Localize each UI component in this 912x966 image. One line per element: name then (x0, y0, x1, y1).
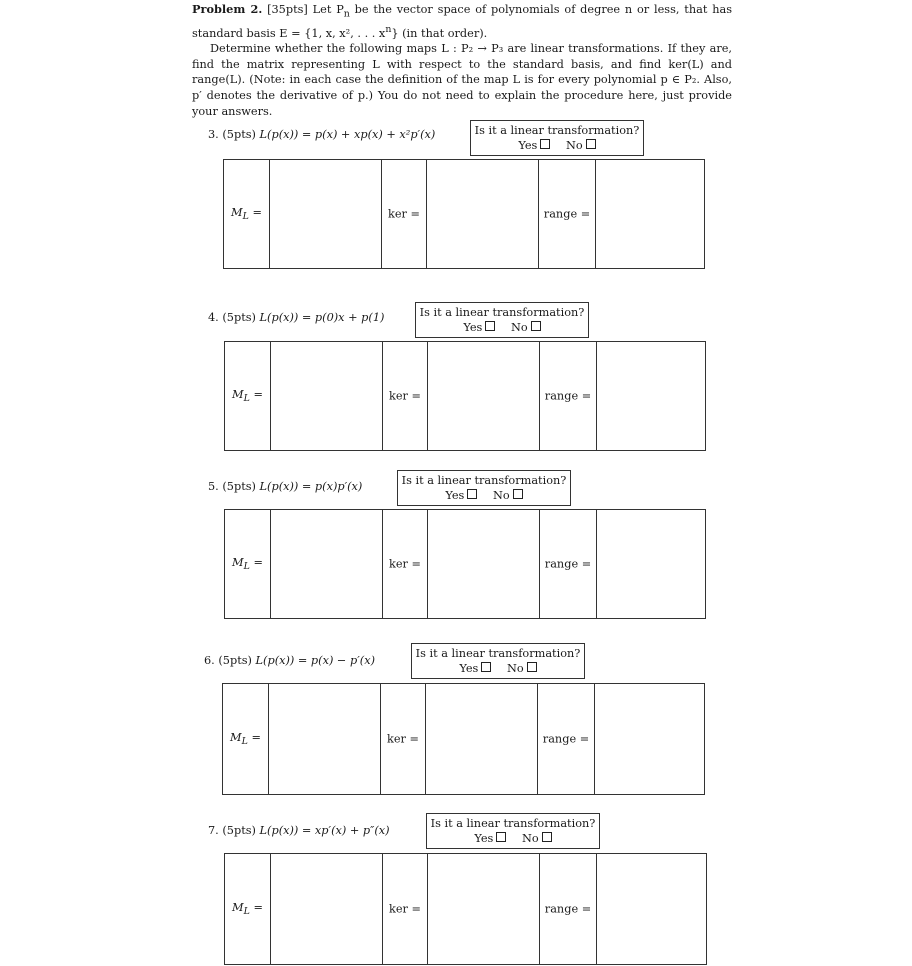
linear-question-box-4 (415, 302, 589, 338)
problem-points: (5pts) (222, 480, 256, 493)
problem-definition: L(p(x)) = p(x)p′(x) (259, 480, 363, 493)
problem-points: (5pts) (218, 654, 252, 667)
no-label: No (506, 662, 524, 675)
range-label: range = (544, 557, 592, 571)
intro-paragraph-2: Determine whether the following maps L : P₂ → P₃ are linear transformations. If they are, find the matrix representing L with respect to the standard basis, and find ker(L) and range(L). (Note: in each case the definition of the map L is for every polynomial p ∈ P₂. Also, p′ denotes the derivative of p.) You do not need to explain the procedure here, just provide your answers. (192, 42, 732, 118)
ker-label: ker = (389, 557, 421, 571)
problem-6-label (204, 654, 375, 667)
intro-text-c: } (in that order). (391, 26, 488, 40)
intro-sup-n: n (385, 23, 392, 35)
range-label-cell (540, 854, 597, 964)
ker-answer-cell[interactable] (426, 684, 538, 794)
matrix-sub: L (243, 393, 250, 405)
problem-5-label (208, 480, 362, 493)
ker-label: ker = (389, 389, 421, 403)
linear-question-box-7 (426, 813, 600, 849)
ker-label-cell (383, 510, 428, 618)
no-checkbox[interactable] (586, 139, 596, 149)
range-answer-cell[interactable] (597, 854, 706, 964)
yes-label: Yes (474, 832, 494, 845)
problem-intro (192, 2, 732, 119)
matrix-label-cell (223, 684, 269, 794)
ker-answer-cell[interactable] (428, 854, 540, 964)
yes-checkbox[interactable] (496, 832, 506, 842)
answer-table-7 (224, 853, 707, 965)
answer-table-3 (223, 159, 705, 269)
matrix-label-cell (225, 510, 271, 618)
linear-question-box-5 (397, 470, 571, 506)
range-label: range = (543, 207, 591, 221)
problem-4-label (208, 311, 384, 324)
matrix-label-cell (224, 160, 270, 268)
yes-checkbox[interactable] (481, 662, 491, 672)
matrix-eq: = (247, 730, 261, 744)
matrix-label-cell (225, 342, 271, 450)
range-label-cell (539, 160, 596, 268)
intro-text-a: Let P (312, 3, 344, 16)
no-label: No (510, 321, 528, 334)
matrix-answer-cell[interactable] (271, 342, 383, 450)
matrix-answer-cell[interactable] (270, 160, 382, 268)
problem-3-label (208, 128, 435, 141)
matrix-answer-cell[interactable] (271, 854, 383, 964)
range-label: range = (544, 389, 592, 403)
range-answer-cell[interactable] (595, 684, 704, 794)
matrix-label: M (231, 205, 243, 219)
matrix-label: M (232, 900, 244, 914)
matrix-answer-cell[interactable] (271, 510, 383, 618)
linear-question-box-6 (411, 643, 585, 679)
intro-paragraph-1 (192, 2, 732, 41)
matrix-sub: L (243, 561, 250, 573)
problem-number: 7. (208, 824, 219, 837)
no-label: No (521, 832, 539, 845)
matrix-sub: L (242, 211, 249, 223)
no-label: No (565, 139, 583, 152)
range-label: range = (544, 902, 592, 916)
problem-points: [35pts] (267, 3, 308, 16)
problem-points: (5pts) (222, 311, 256, 324)
linear-question-box-3 (470, 120, 644, 156)
problem-points: (5pts) (222, 824, 256, 837)
linear-question: Is it a linear transformation? (415, 647, 581, 660)
answer-table-6 (222, 683, 705, 795)
ker-label: ker = (387, 732, 419, 746)
answer-table-4 (224, 341, 706, 451)
problem-definition: L(p(x)) = xp′(x) + p″(x) (259, 824, 390, 837)
yes-label: Yes (445, 489, 465, 502)
answer-table-5 (224, 509, 706, 619)
linear-question: Is it a linear transformation? (430, 817, 596, 830)
problem-number: 5. (208, 480, 219, 493)
yes-checkbox[interactable] (540, 139, 550, 149)
problem-label: Problem 2. (192, 2, 263, 16)
intro-text-b: be the vector space of polynomials of degree n or less, that has standard basis E = {1, x, x², . . . x (192, 3, 732, 40)
range-answer-cell[interactable] (597, 342, 705, 450)
yes-checkbox[interactable] (467, 489, 477, 499)
no-checkbox[interactable] (527, 662, 537, 672)
matrix-sub: L (243, 906, 250, 918)
matrix-label: M (232, 555, 244, 569)
matrix-answer-cell[interactable] (269, 684, 381, 794)
range-label-cell (540, 510, 597, 618)
no-checkbox[interactable] (531, 321, 541, 331)
yes-label: Yes (463, 321, 483, 334)
range-label: range = (542, 732, 590, 746)
matrix-eq: = (249, 900, 263, 914)
ker-label-cell (382, 160, 427, 268)
matrix-label: M (230, 730, 242, 744)
ker-answer-cell[interactable] (428, 510, 540, 618)
problem-number: 6. (204, 654, 215, 667)
no-checkbox[interactable] (513, 489, 523, 499)
ker-label: ker = (388, 207, 420, 221)
linear-question: Is it a linear transformation? (474, 124, 640, 137)
matrix-eq: = (249, 387, 263, 401)
yes-label: Yes (459, 662, 479, 675)
matrix-eq: = (248, 205, 262, 219)
problem-definition: L(p(x)) = p(x) − p′(x) (255, 654, 375, 667)
problem-definition: L(p(x)) = p(0)x + p(1) (259, 311, 385, 324)
problem-number: 3. (208, 128, 219, 141)
range-label-cell (540, 342, 597, 450)
ker-label-cell (381, 684, 426, 794)
linear-question: Is it a linear transformation? (419, 306, 585, 319)
range-label-cell (538, 684, 595, 794)
no-label: No (492, 489, 510, 502)
matrix-eq: = (249, 555, 263, 569)
yes-label: Yes (518, 139, 538, 152)
problem-number: 4. (208, 311, 219, 324)
ker-label-cell (383, 342, 428, 450)
problem-definition: L(p(x)) = p(x) + xp(x) + x²p′(x) (259, 128, 436, 141)
problem-points: (5pts) (222, 128, 256, 141)
matrix-label-cell (225, 854, 271, 964)
problem-7-label (208, 824, 390, 837)
range-answer-cell[interactable] (597, 510, 705, 618)
matrix-label: M (232, 387, 244, 401)
range-answer-cell[interactable] (596, 160, 704, 268)
yes-checkbox[interactable] (485, 321, 495, 331)
ker-label: ker = (389, 902, 421, 916)
ker-label-cell (383, 854, 428, 964)
matrix-sub: L (241, 736, 248, 748)
ker-answer-cell[interactable] (428, 342, 540, 450)
linear-question: Is it a linear transformation? (401, 474, 567, 487)
ker-answer-cell[interactable] (427, 160, 539, 268)
intro-sub-n: n (343, 8, 350, 20)
no-checkbox[interactable] (542, 832, 552, 842)
